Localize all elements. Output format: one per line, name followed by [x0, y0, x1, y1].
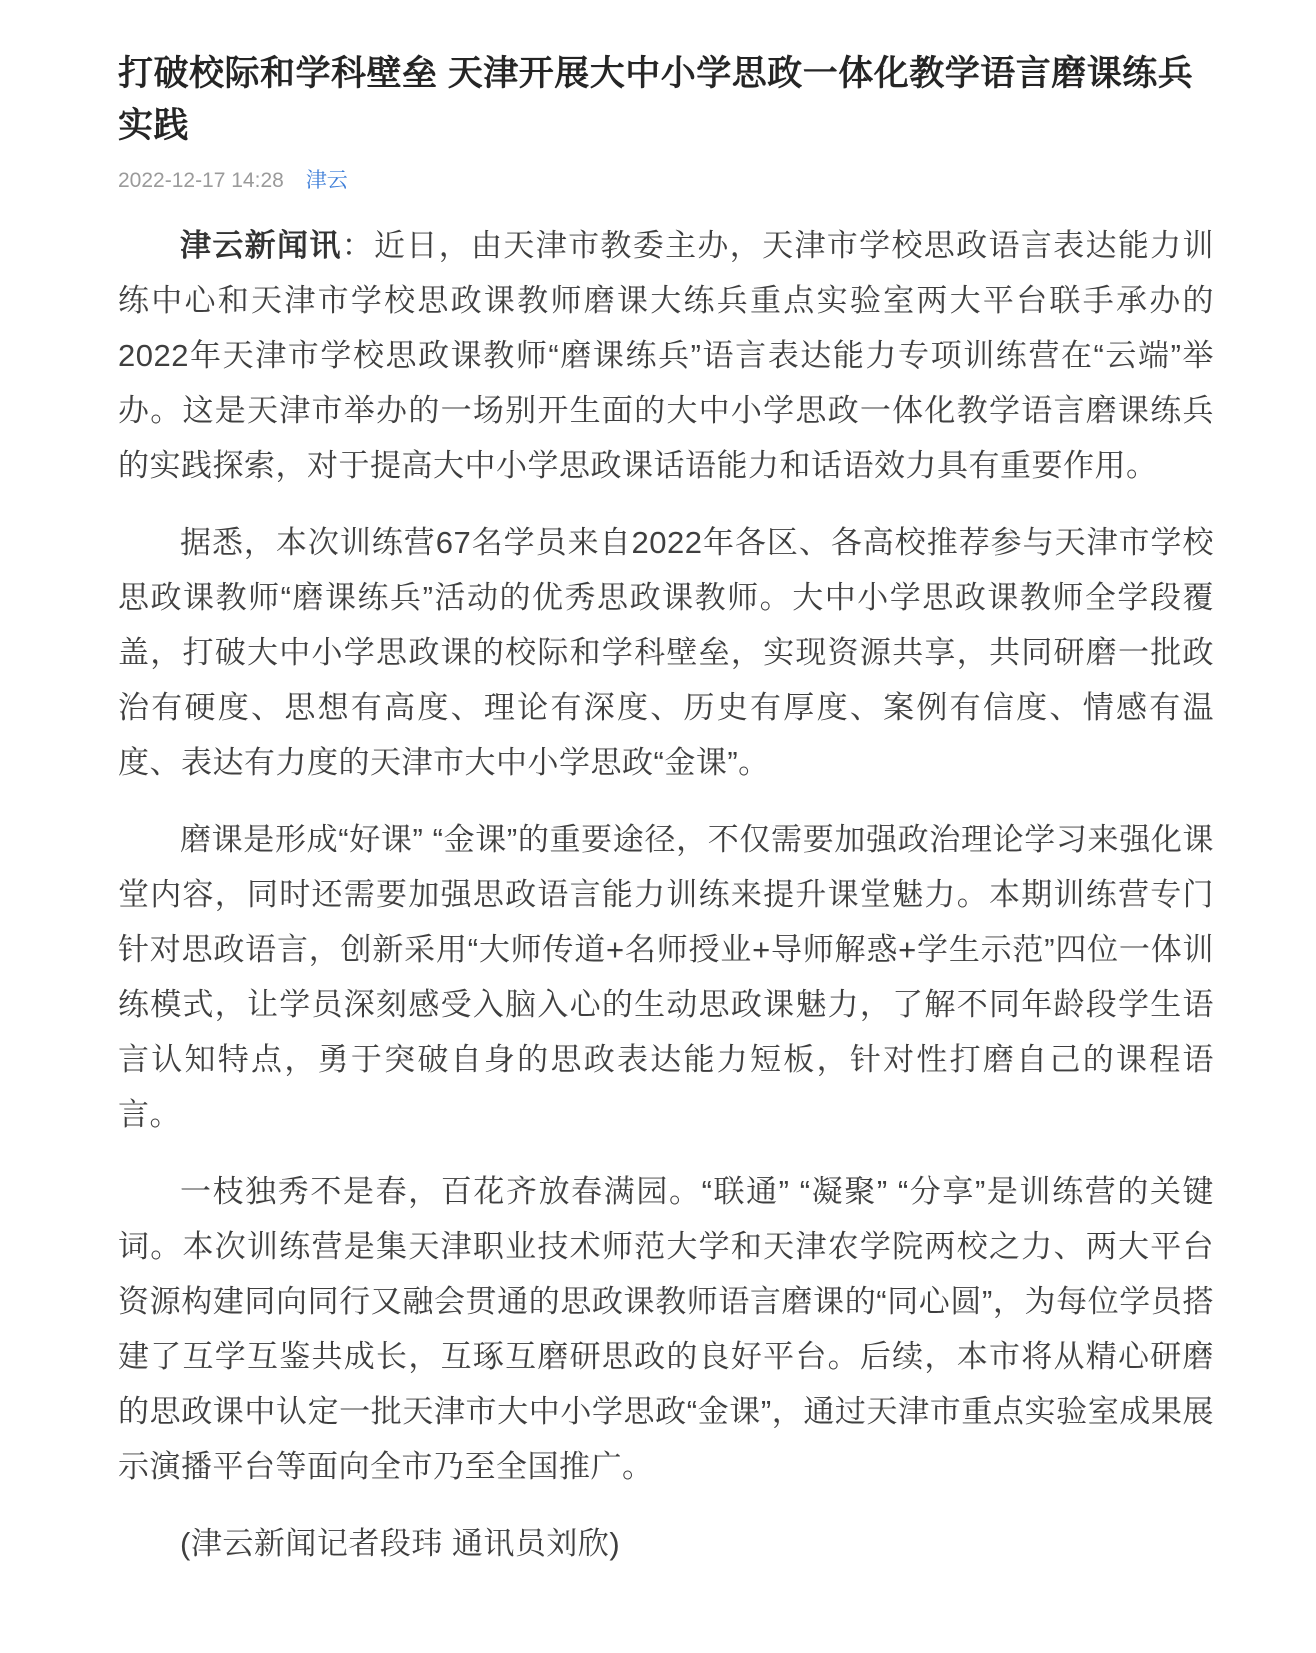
paragraph-lead [118, 218, 1214, 493]
lead-label: 津云新闻讯 [180, 228, 342, 263]
lead-text: ：近日，由天津市教委主办，天津市学校思政语言表达能力训练中心和天津市学校思政课教师磨课大练兵重点实验室两大平台联手承办的2022年天津市学校思政课教师“磨课练兵”语言表达能力专项训练营在“云端”举办。这是天津市举办的一场别开生面的大中小学思政一体化教学语言磨课练兵的实践探索，对于提高大中小学思政课话语能力和话语效力具有重要作用。 [118, 228, 1215, 483]
paragraph: 据悉，本次训练营67名学员来自2022年各区、各高校推荐参与天津市学校思政课教师“磨课练兵”活动的优秀思政课教师。大中小学思政课教师全学段覆盖，打破大中小学思政课的校际和学科壁垒，实现资源共享，共同研磨一批政治有硬度、思想有高度、理论有深度、历史有厚度、案例有信度、情感有温度、表达有力度的天津市大中小学思政“金课”。 [118, 525, 1214, 780]
paragraph-byline: (津云新闻记者段玮 通讯员刘欣) [180, 1526, 621, 1561]
publish-date: 2022-12-17 14:28 [118, 169, 284, 192]
article-meta [118, 168, 1216, 194]
paragraph: 一枝独秀不是春，百花齐放春满园。“联通” “凝聚” “分享”是训练营的关键词。本次训练营是集天津职业技术师范大学和天津农学院两校之力、两大平台资源构建同向同行又融会贯通的思政课教师语言磨课的“同心圆”，为每位学员搭建了互学互鉴共成长，互琢互磨研思政的良好平台。后续，本市将从精心研磨的思政课中认定一批天津市大中小学思政“金课”，通过天津市重点实验室成果展示演播平台等面向全市乃至全国推广。 [118, 1174, 1214, 1484]
source-link[interactable]: 津云 [305, 169, 348, 192]
paragraph: 磨课是形成“好课” “金课”的重要途径，不仅需要加强政治理论学习来强化课堂内容，同时还需要加强思政语言能力训练来提升课堂魅力。本期训练营专门针对思政语言，创新采用“大师传道+名师授业+导师解惑+学生示范”四位一体训练模式，让学员深刻感受入脑入心的生动思政课魅力，了解不同年龄段学生语言认知特点，勇于突破自身的思政表达能力短板，针对性打磨自己的课程语言。 [118, 822, 1214, 1132]
article-title: 打破校际和学科壁垒 天津开展大中小学思政一体化教学语言磨课练兵实践 [118, 54, 1194, 145]
article-body [118, 218, 1214, 1571]
